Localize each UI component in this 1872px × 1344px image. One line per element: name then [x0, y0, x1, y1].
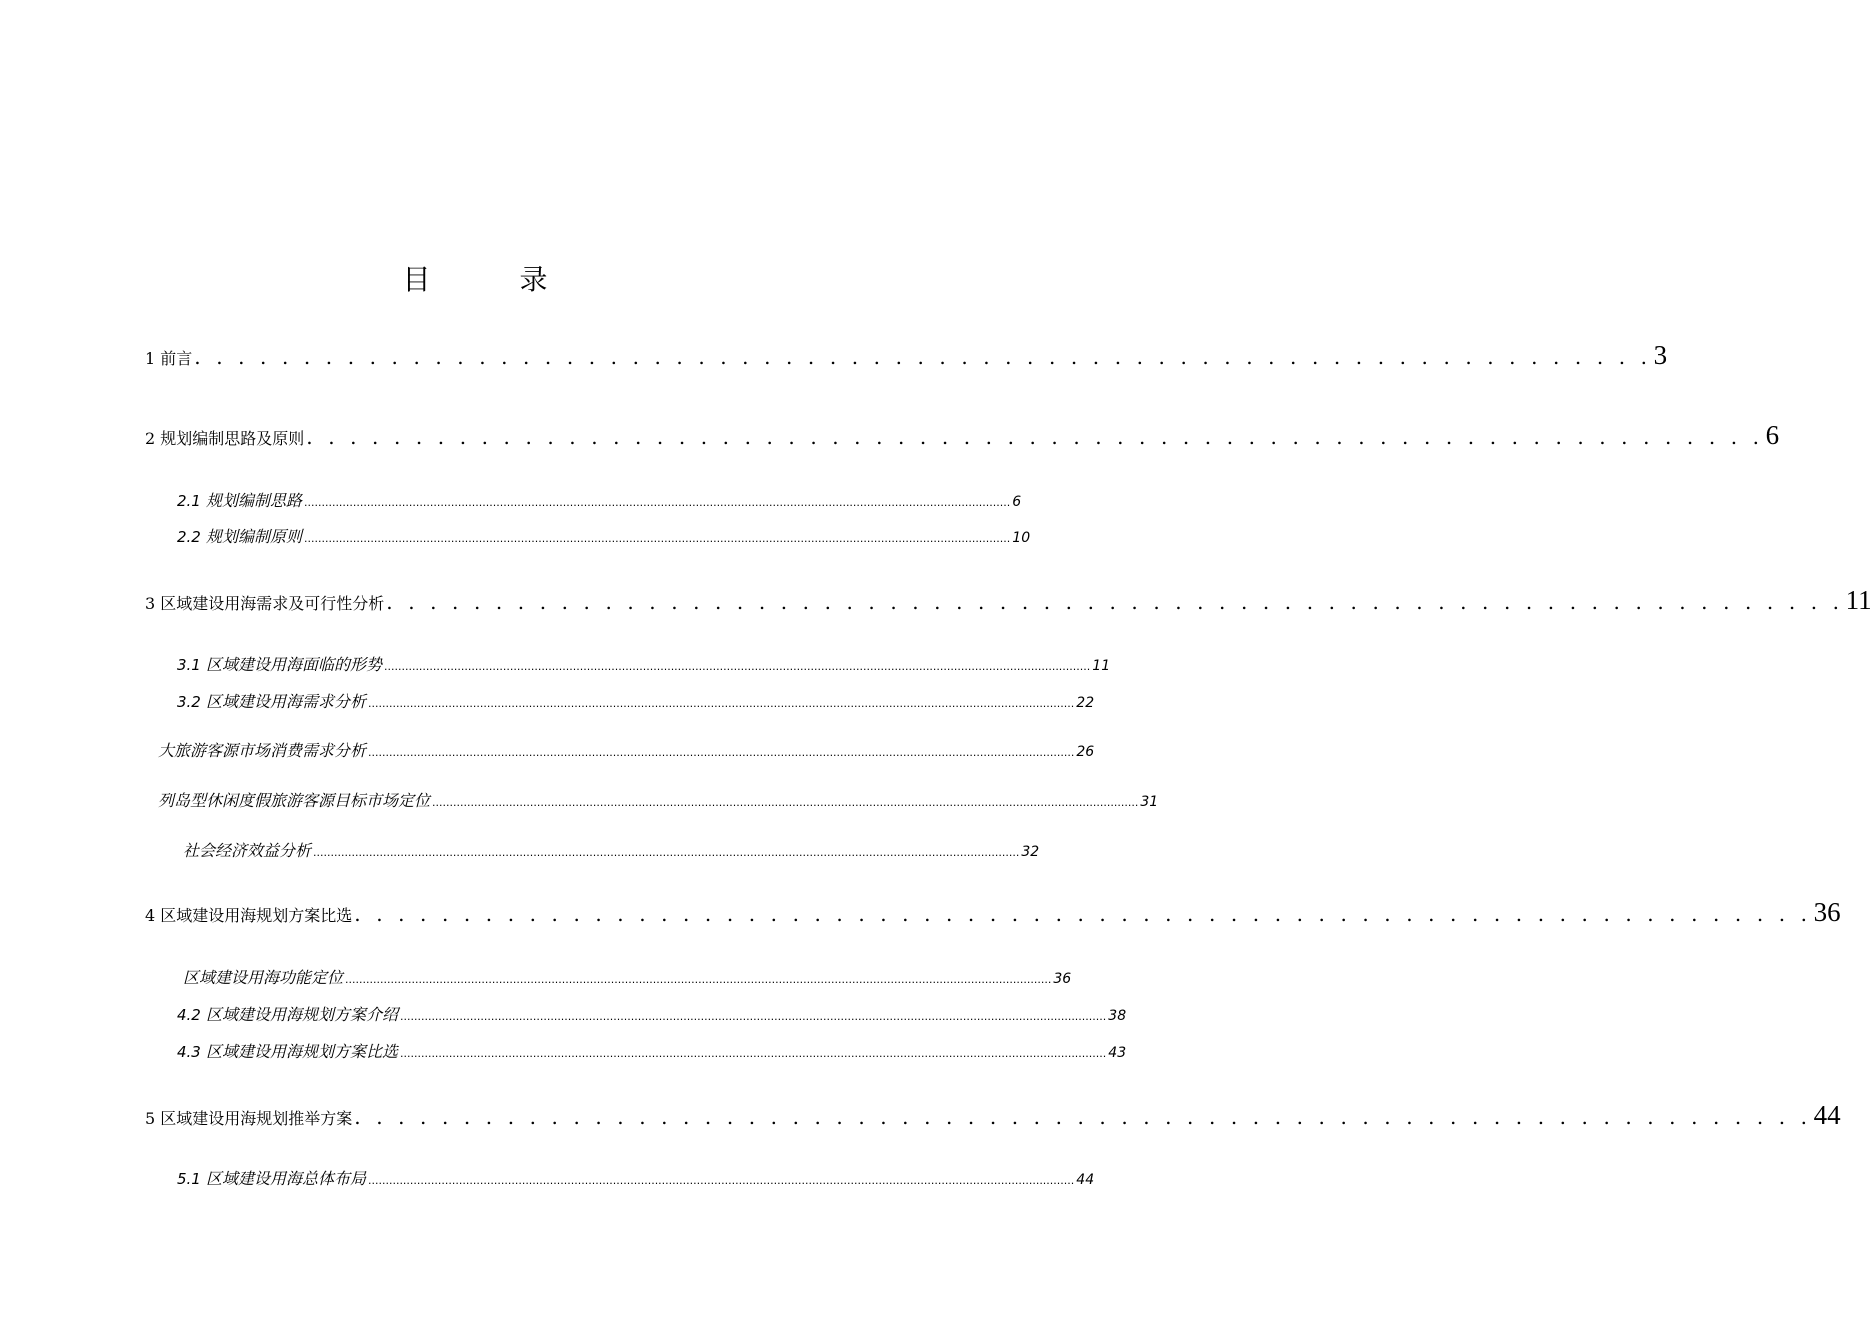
toc-entry-number: 3 [145, 594, 156, 613]
toc-entry-chapter-5[interactable] [145, 1100, 1841, 1131]
toc-leader: .......................................................................................................................................................................................................... [399, 1010, 1107, 1023]
toc-entry-label [177, 1039, 398, 1062]
toc-page-number: 10 [1012, 530, 1031, 546]
toc-leader: . . . . . . . . . . . . . . . . . . . . . . . . . . . . . . . . . . . . . . . . . . . . . . . . . . . . . . . . . . . . . . . . . . . [386, 590, 1844, 614]
toc-entry-subsection-function[interactable] [183, 965, 1072, 988]
toc-entry-section-5-1[interactable] [177, 1166, 1095, 1189]
toc-entry-text: 区域建设用海规划方案比选 [205, 1042, 398, 1061]
toc-entry-text: 列岛型休闲度假旅游客源目标市场定位 [158, 791, 431, 810]
toc-leader: .......................................................................................................................................................................................................... [367, 697, 1075, 710]
toc-page-number: 31 [1140, 794, 1159, 810]
toc-entry-label [177, 488, 302, 511]
toc-page-number: 11 [1092, 658, 1111, 674]
toc-entry-number: 1 [145, 349, 156, 368]
toc-entry-text: 区域建设用海总体布局 [205, 1169, 366, 1188]
toc-entry-chapter-3[interactable] [145, 585, 1872, 616]
toc-entry-number: 2 [145, 429, 156, 448]
toc-entry-label [177, 1166, 366, 1189]
toc-entry-section-3-2[interactable] [177, 689, 1095, 712]
toc-leader: .......................................................................................................................................................................................................... [303, 496, 1011, 509]
toc-entry-text: 区域建设用海需求及可行性分析 [160, 594, 385, 613]
toc-entry-subsection-benefit[interactable] [183, 838, 1040, 861]
toc-entry-chapter-2[interactable] [145, 420, 1780, 451]
toc-leader: .......................................................................................................................................................................................................... [399, 1047, 1107, 1060]
toc-entry-subsection-market[interactable] [158, 788, 1159, 811]
toc-page-number: 38 [1108, 1008, 1127, 1024]
toc-entry-subsection-demand[interactable] [158, 738, 1095, 761]
toc-entry-text: 区域建设用海规划推举方案 [160, 1109, 353, 1128]
toc-page-number: 22 [1076, 695, 1095, 711]
toc-entry-label [145, 426, 304, 449]
toc-entry-text: 区域建设用海规划方案比选 [160, 906, 353, 925]
toc-entry-text: 区域建设用海面临的形势 [205, 655, 382, 674]
toc-leader: .......................................................................................................................................................................................................... [313, 846, 1020, 859]
toc-entry-label [145, 1106, 352, 1129]
toc-page-number: 44 [1813, 1100, 1841, 1130]
toc-entry-text: 大旅游客源市场消费需求分析 [158, 741, 367, 760]
toc-entry-number: 4 [145, 906, 156, 925]
toc-entry-label [145, 591, 384, 614]
toc-entry-section-4-3[interactable] [177, 1039, 1127, 1062]
toc-entry-text: 规划编制原则 [205, 527, 302, 546]
toc-leader: . . . . . . . . . . . . . . . . . . . . . . . . . . . . . . . . . . . . . . . . . . . . . . . . . . . . . . . . . . . . . . . . . . . [354, 1105, 1812, 1129]
toc-entry-number: 2.1 [177, 492, 201, 510]
toc-entry-section-2-2[interactable] [177, 524, 1031, 547]
toc-page-number: 6 [1012, 494, 1022, 510]
toc-entry-text: 区域建设用海功能定位 [183, 968, 344, 987]
toc-title: 目 录 [402, 263, 588, 296]
toc-page-number: 11 [1845, 585, 1872, 615]
toc-page-number: 43 [1108, 1045, 1127, 1061]
toc-leader: . . . . . . . . . . . . . . . . . . . . . . . . . . . . . . . . . . . . . . . . . . . . . . . . . . . . . . . . . . . . . . . . . . . [194, 345, 1652, 369]
toc-leader: .......................................................................................................................................................................................................... [367, 1174, 1075, 1187]
toc-entry-number: 3.1 [177, 656, 201, 674]
toc-entry-number: 5.1 [177, 1170, 201, 1188]
toc-leader: .......................................................................................................................................................................................................... [303, 532, 1011, 545]
toc-page-number: 36 [1813, 897, 1841, 927]
toc-page-number: 3 [1653, 340, 1668, 370]
toc-entry-text: 区域建设用海需求分析 [205, 692, 366, 711]
toc-leader: .......................................................................................................................................................................................................... [432, 796, 1139, 809]
toc-entry-section-2-1[interactable] [177, 488, 1022, 511]
toc-entry-text: 前言 [160, 349, 193, 368]
toc-page-number: 44 [1076, 1172, 1095, 1188]
toc-entry-label [177, 689, 366, 712]
toc-entry-text: 规划编制思路及原则 [160, 429, 305, 448]
toc-entry-number: 4.2 [177, 1006, 201, 1024]
toc-entry-chapter-4[interactable] [145, 897, 1841, 928]
toc-entry-label [177, 652, 382, 675]
toc-entry-text: 区域建设用海规划方案介绍 [205, 1005, 398, 1024]
toc-leader: . . . . . . . . . . . . . . . . . . . . . . . . . . . . . . . . . . . . . . . . . . . . . . . . . . . . . . . . . . . . . . . . . . . [306, 425, 1764, 449]
toc-entry-text: 规划编制思路 [205, 491, 302, 510]
toc-leader: .......................................................................................................................................................................................................... [345, 973, 1052, 986]
toc-entry-number: 3.2 [177, 693, 201, 711]
toc-entry-label [177, 524, 302, 547]
toc-entry-number: 5 [145, 1109, 156, 1128]
toc-entry-label [145, 903, 352, 926]
toc-entry-section-3-1[interactable] [177, 652, 1111, 675]
toc-entry-number: 4.3 [177, 1043, 201, 1061]
toc-page-number: 32 [1021, 844, 1040, 860]
toc-entry-label [145, 346, 192, 369]
toc-entry-text: 社会经济效益分析 [183, 841, 312, 860]
toc-page-number: 26 [1076, 744, 1095, 760]
toc-entry-number: 2.2 [177, 528, 201, 546]
toc-leader: .......................................................................................................................................................................................................... [368, 746, 1075, 759]
toc-entry-label [177, 1002, 398, 1025]
toc-entry-chapter-1[interactable] [145, 340, 1668, 371]
toc-leader: .......................................................................................................................................................................................................... [383, 660, 1091, 673]
toc-page-number: 6 [1765, 420, 1780, 450]
toc-entry-section-4-2[interactable] [177, 1002, 1127, 1025]
toc-leader: . . . . . . . . . . . . . . . . . . . . . . . . . . . . . . . . . . . . . . . . . . . . . . . . . . . . . . . . . . . . . . . . . . . [354, 902, 1812, 926]
toc-page-number: 36 [1053, 971, 1072, 987]
